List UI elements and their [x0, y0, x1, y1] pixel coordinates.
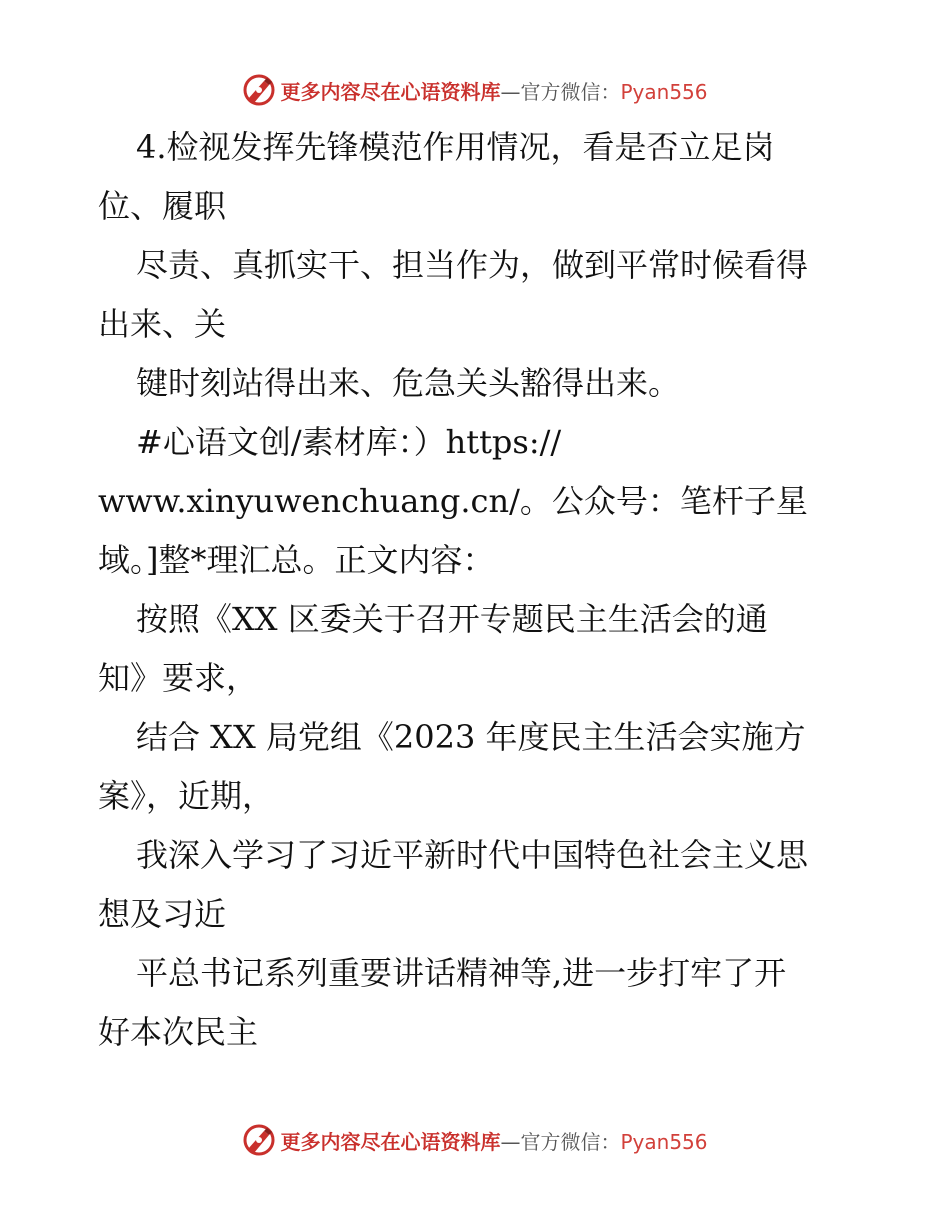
- text-line: 知》要求，: [98, 659, 259, 697]
- text-line: www.xinyuwenchuang.cn/。公众号：笔杆子星: [98, 482, 808, 520]
- banner-text: [280, 1126, 707, 1155]
- text-line: 我深入学习了习近平新时代中国特色社会主义思: [136, 836, 809, 874]
- document-body: [98, 118, 888, 1062]
- text-line: 好本次民主: [98, 1013, 259, 1051]
- banner-wechat-label: 官方微信：: [520, 1129, 621, 1154]
- text-line: 键时刻站得出来、危急关头豁得出来。: [136, 364, 681, 402]
- text-line: 出来、关: [98, 305, 227, 343]
- banner-separator: —: [500, 1129, 521, 1154]
- text-line: #心语文创/素材库：）https://: [136, 423, 562, 461]
- text-line: 平总书记系列重要讲话精神等,进一步打牢了开: [136, 954, 787, 992]
- text-line: 位、履职: [98, 187, 227, 225]
- banner-separator: —: [500, 79, 521, 104]
- banner-wechat-id: Pyan556: [620, 1129, 708, 1154]
- text-line: 域。]整*理汇总。正文内容：: [98, 541, 495, 579]
- banner-title: 更多内容尽在心语资料库: [280, 79, 501, 104]
- banner-wechat-label: 官方微信：: [520, 79, 621, 104]
- banner-title: 更多内容尽在心语资料库: [280, 1129, 501, 1154]
- text-line: 按照《XX 区委关于召开专题民主生活会的通: [136, 600, 768, 638]
- text-line: 尽责、真抓实干、担当作为，做到平常时候看得: [136, 246, 809, 284]
- banner-wechat-id: Pyan556: [620, 79, 708, 104]
- header-banner: [0, 68, 950, 112]
- banner-text: [280, 76, 707, 105]
- text-line: 想及习近: [98, 895, 227, 933]
- text-line: 结合 XX 局党组《2023 年度民主生活会实施方: [136, 718, 806, 756]
- text-line: 案》，近期，: [98, 777, 275, 815]
- footer-banner: [0, 1118, 950, 1162]
- text-line: 4.检视发挥先锋模范作用情况，看是否立足岗: [136, 128, 775, 166]
- pen-logo-icon: [242, 1123, 276, 1157]
- pen-logo-icon: [242, 73, 276, 107]
